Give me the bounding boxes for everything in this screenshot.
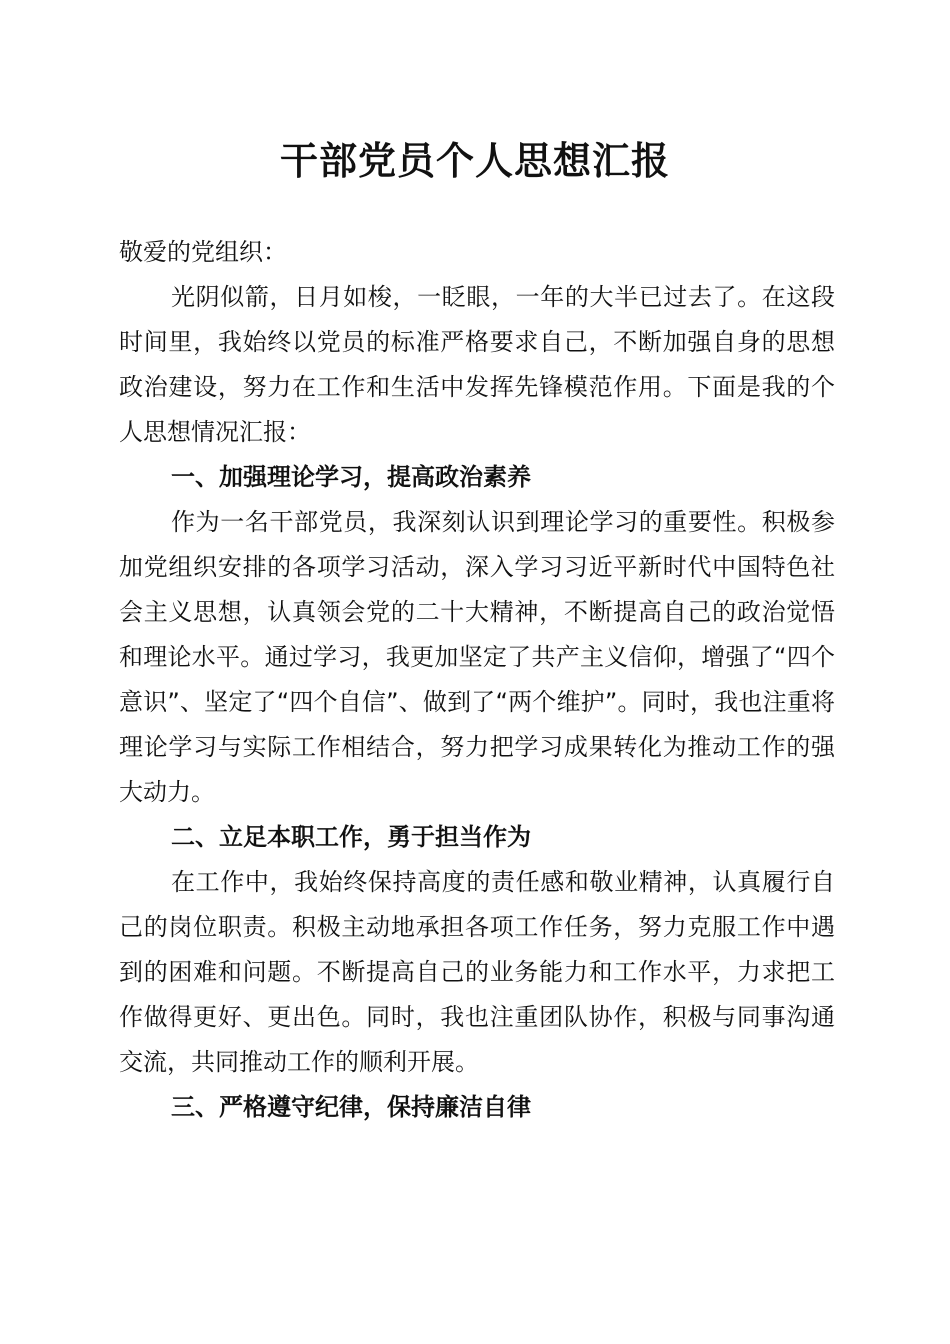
section-paragraph-1: 作为一名干部党员，我深刻认识到理论学习的重要性。积极参加党组织安排的各项学习活动，深入学习习近平新时代中国特色社会主义思想，认真领会党的二十大精神，不断提高自己的政治觉悟和理论水平。通过学习，我更加坚定了共产主义信仰，增强了“四个意识”、坚定了“四个自信”、做到了“两个维护”。同时，我也注重将理论学习与实际工作相结合，努力把学习成果转化为推动工作的强大动力。 [119, 508, 835, 806]
document-body [119, 230, 835, 1130]
section-heading-1: 一、加强理论学习，提高政治素养 [171, 463, 531, 491]
section-heading-2: 二、立足本职工作，勇于担当作为 [171, 823, 531, 851]
salutation: 敬爱的党组织： [119, 238, 287, 266]
section-heading-3: 三、严格遵守纪律，保持廉洁自律 [171, 1093, 531, 1121]
section-paragraph-2: 在工作中，我始终保持高度的责任感和敬业精神，认真履行自己的岗位职责。积极主动地承担各项工作任务，努力克服工作中遇到的困难和问题。不断提高自己的业务能力和工作水平，力求把工作做得更好、更出色。同时，我也注重团队协作，积极与同事沟通交流，共同推动工作的顺利开展。 [119, 868, 835, 1076]
intro-paragraph: 光阴似箭，日月如梭，一眨眼，一年的大半已过去了。在这段时间里，我始终以党员的标准严格要求自己，不断加强自身的思想政治建设，努力在工作和生活中发挥先锋模范作用。下面是我的个人思想情况汇报： [119, 283, 835, 446]
document-title: 干部党员个人思想汇报 [279, 138, 670, 183]
